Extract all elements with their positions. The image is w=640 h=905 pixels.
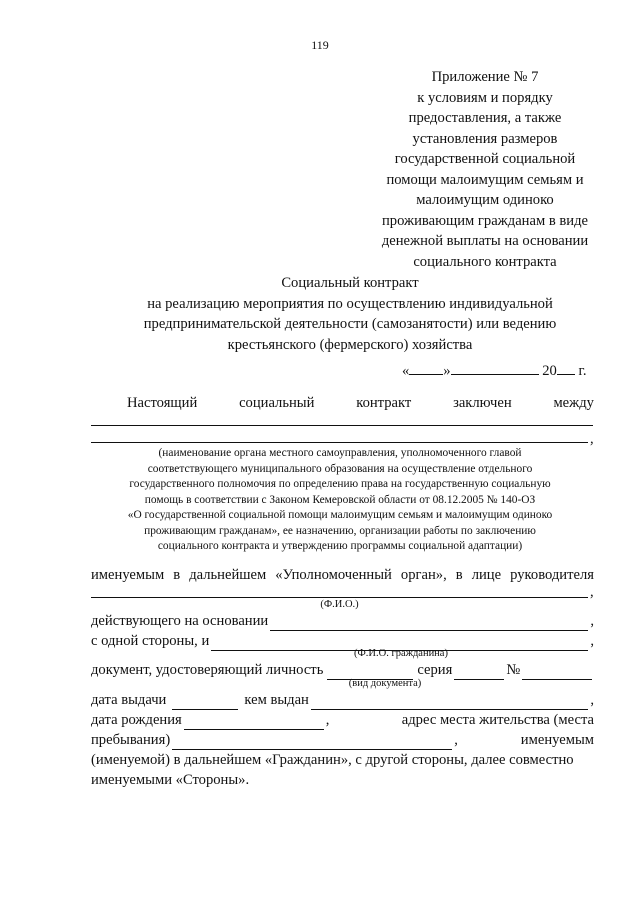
note-line: государственного полномочия по определению права на государственную социальную xyxy=(129,478,551,490)
intro-word: между xyxy=(553,395,594,411)
birth-date-label: дата рождения xyxy=(91,712,182,728)
intro-word: заключен xyxy=(453,395,512,411)
appendix-line: малоимущим одиноко xyxy=(416,192,554,208)
intro-word: Настоящий xyxy=(127,395,198,411)
date-line xyxy=(402,360,587,380)
named-word: в xyxy=(173,567,181,583)
birth-date-blank[interactable] xyxy=(184,715,324,730)
fio-comma: , xyxy=(590,584,594,600)
basis-comma: , xyxy=(590,613,594,629)
named-word: руководителя xyxy=(510,567,594,583)
month-blank[interactable] xyxy=(451,360,539,375)
named-word: «Уполномоченный xyxy=(275,567,392,583)
citizen-fio-label: (Ф.И.О. гражданина) xyxy=(354,648,448,659)
number-label: № xyxy=(506,662,521,678)
citizen-line: (именуемой) в дальнейшем «Гражданин», с другой стороны, далее совместно xyxy=(91,752,574,768)
appendix-line: государственной социальной xyxy=(394,151,576,167)
title-line: Социальный контракт xyxy=(281,275,419,291)
named-word: дальнейшем xyxy=(189,567,267,583)
birth-comma: , xyxy=(325,712,330,728)
note-line: социального контракта и утверждению программы социальной адаптации) xyxy=(157,540,523,552)
one-side-comma: , xyxy=(590,633,594,649)
series-blank[interactable] xyxy=(454,665,504,680)
named-label: именуемым xyxy=(520,732,594,748)
named-word: в xyxy=(455,567,463,583)
named-word: орган», xyxy=(400,567,447,583)
head-fio-blank[interactable] xyxy=(91,597,588,598)
note-line: помощь в соответствии с Законом Кемеровской области от 08.12.2005 № 140-ОЗ xyxy=(144,493,536,506)
doc-type-label: (вид документа) xyxy=(348,678,422,689)
intro-line xyxy=(127,395,594,412)
stay-comma: , xyxy=(454,732,458,748)
birth-row xyxy=(91,710,594,730)
address-label: адрес места жительства (места xyxy=(401,712,594,728)
intro-word: социальный xyxy=(239,395,315,411)
fio-label: (Ф.И.О.) xyxy=(320,599,359,610)
appendix-line: к условиям и порядку xyxy=(417,89,553,106)
authority-blank-1[interactable] xyxy=(91,425,593,426)
appendix-line: денежной выплаты на основании xyxy=(381,233,589,249)
year-suffix: г. xyxy=(578,363,587,379)
note-line: соответствующего муниципального образования на осуществление отдельного xyxy=(147,462,533,475)
contract-title xyxy=(70,273,630,355)
stay-row xyxy=(91,730,594,750)
year-prefix: 20 xyxy=(542,363,557,379)
title-line: предпринимательской деятельности (самозанятости) или ведению xyxy=(143,316,557,332)
appendix-header xyxy=(370,67,600,272)
appendix-line: социального контракта xyxy=(413,253,557,270)
parties-line: именуемыми «Стороны». xyxy=(91,772,250,788)
one-side-label: с одной стороны, и xyxy=(91,633,210,649)
appendix-line: предоставления, а также xyxy=(408,110,562,126)
address-blank[interactable] xyxy=(172,735,452,750)
issue-date-label: дата выдачи xyxy=(91,692,167,708)
note-line: проживающим гражданам», ее назначению, организации работы по заключению xyxy=(144,524,536,537)
acting-basis-row xyxy=(91,611,594,631)
date-close-quote: » xyxy=(443,363,451,379)
issue-row xyxy=(91,690,594,710)
year-blank[interactable] xyxy=(557,360,575,375)
issue-comma: , xyxy=(590,692,594,708)
named-word: именуемым xyxy=(91,567,165,583)
title-line: крестьянского (фермерского) хозяйства xyxy=(227,336,473,353)
named-authority-line xyxy=(91,565,594,585)
note-line: «О государственной социальной помощи малоимущим семьям и малоимущим одиноко xyxy=(127,509,553,521)
appendix-line: проживающим гражданам в виде xyxy=(381,212,588,229)
intro-word: контракт xyxy=(356,395,412,411)
document-label: документ, удостоверяющий личность xyxy=(91,662,324,678)
basis-blank[interactable] xyxy=(270,617,588,631)
day-blank[interactable] xyxy=(409,360,443,375)
authority-note xyxy=(90,446,590,555)
named-word: лице xyxy=(471,567,502,583)
appendix-line: установления размеров xyxy=(412,130,558,147)
appendix-line: помощи малоимущим семьям и xyxy=(386,171,584,188)
issued-by-label: кем выдан xyxy=(244,692,309,708)
acting-basis-label: действующего на основании xyxy=(91,613,269,629)
document-row xyxy=(91,660,594,680)
appendix-line: Приложение № 7 xyxy=(431,69,539,85)
issue-date-blank[interactable] xyxy=(172,695,238,710)
note-line: (наименование органа местного самоуправления, уполномоченного главой xyxy=(158,447,522,459)
title-line: на реализацию мероприятия по осуществлению индивидуальной xyxy=(147,295,553,312)
stay-label: пребывания) xyxy=(91,732,171,748)
page-number: 119 xyxy=(311,38,329,52)
authority-comma: , xyxy=(590,431,594,447)
authority-blank-2[interactable] xyxy=(91,442,588,443)
date-open-quote: « xyxy=(402,363,410,379)
issued-by-blank[interactable] xyxy=(311,696,588,710)
series-label: серия xyxy=(417,662,453,678)
number-blank[interactable] xyxy=(522,666,592,680)
